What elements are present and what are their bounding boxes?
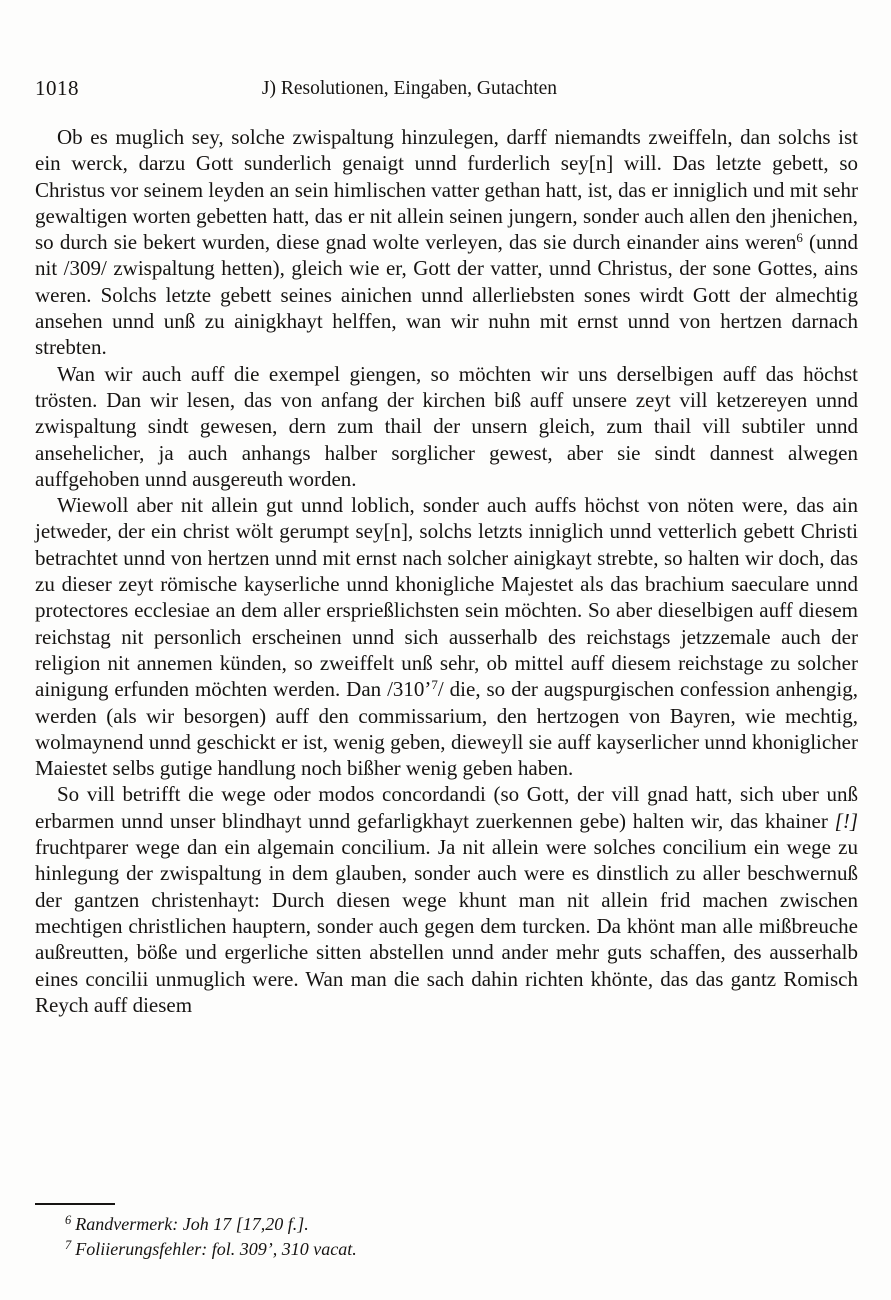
page-header <box>35 76 858 106</box>
paragraph-text: Wan wir auch auff die exempel giengen, so möchten wir uns derselbigen auff das höchst trösten. Dan wir lesen, das von anfang der kirchen biß auff unsere zeyt vill ketzereyen unnd zwispaltung sindt gewesen, dern zum thail der unsern gleich, zum thail vill subtiler unnd ansehelicher, ja auch anhangs halber sorglicher gewest, aber sie sindt dannest alwegen auffgehoben unnd ausgereuth worden. <box>35 361 858 491</box>
footnote-7-marker: 7 <box>65 1237 72 1252</box>
editorial-sic-mark: [!] <box>834 808 858 833</box>
paragraph-3 <box>35 492 858 781</box>
footnote-7 <box>35 1237 858 1262</box>
paragraph-text: So vill betrifft die wege oder modos concordandi (so Gott, der vill gnad hatt, sich uber unß erbarmen unnd unser blindhayt unnd gefarligkhayt zuerkennen gebe) halten wir, das khainer <box>35 782 858 833</box>
body-text <box>35 124 858 1018</box>
footnote-ref-6: 6 <box>796 230 803 246</box>
footnote-ref-7: 7 <box>431 677 438 693</box>
paragraph-text: (unnd nit /309/ zwispaltung hetten), gleich wie er, Gott der vatter, unnd Christus, der sone Gottes, ains weren. Solchs letzte gebett seines ainichen unnd allerliebsten sones wirdt Gott der almechtig ansehen unnd unß zu ainigkhayt helffen, wan wir nuhn mit ernst unnd von hertzen darnach strebten. <box>35 230 859 360</box>
footnote-separator <box>35 1203 115 1205</box>
footnote-block <box>35 1203 858 1261</box>
paragraph-text: Ob es muglich sey, solche zwispaltung hinzulegen, darff niemandts zweiffeln, dan solchs ist ein werck, darzu Gott sunderlich genaigt unnd furderlich sey[n] will. Das letzte gebett, so Christus vor seinem leyden an sein himlischen vatter gethan hatt, ist, das er inniglich und mit sehr gewaltigen worten gebetten hatt, das er nit allein seinen jungern, sonder auch allen den jhenichen, so durch sie bekert wurden, diese gnad wolte verleyen, das sie durch einander ains weren <box>35 125 858 255</box>
text-block <box>35 76 858 1018</box>
footnote-6-marker: 6 <box>65 1213 72 1227</box>
paragraph-text: / die, so der augspurgischen confession anhengig, werden (als wir besorgen) auff den commissarium, den hertzogen von Bayren, wie mechtig, wolmaynend unnd geschickt er ist, wenig geben, dieweyll sie auff kayserlicher unnd khoniglicher Maiestet selbs gutige handlung noch bißher wenig geben haben. <box>35 677 858 781</box>
page-number: 1018 <box>35 76 79 100</box>
footnote-6-text: Randvermerk: Joh 17 [17,20 f.]. <box>75 1214 309 1234</box>
footnote-7-text: Foliierungsfehler: fol. 309’, 310 vacat. <box>75 1238 357 1259</box>
paragraph-4 <box>35 781 858 1018</box>
paragraph-1 <box>35 124 858 361</box>
paragraph-2 <box>35 361 858 492</box>
footnote-6 <box>35 1212 858 1237</box>
running-head: J) Resolutionen, Eingaben, Gutachten <box>261 78 558 99</box>
paragraph-text: fruchtparer wege dan ein algemain concilium. Ja nit allein were solches concilium ein wege zu hinlegung der zwispaltung in dem glauben, sonder auch were es dinstlich zu aller beschwernuß der gantzen christenhayt: Durch diesen wege khunt man nit allein frid machen zwischen mechtigen christlichen hauptern, sonder auch gegen dem turcken. Da khönt man alle mißbreuche außreutten, böße und ergerliche sitten abstellen unnd ander mehr guts schaffen, des ausserhalb eines concilii unmuglich were. Wan man die sach dahin richten khönte, das das gantz Romisch Reych auff diesem <box>35 835 858 1017</box>
paragraph-text: Wiewoll aber nit allein gut unnd loblich, sonder auch auffs höchst von nöten were, das ain jetweder, der ein christ wölt gerumpt sey[n], solchs letzts inniglich unnd vetterlich gebett Christi betrachtet unnd von hertzen unnd mit ernst nach solcher ainigkayt strebte, so halten wir doch, das zu dieser zeyt römische kayserliche unnd khonigliche Majestet als das brachium saeculare unnd protectores ecclesiae an dem aller ersprießlichsten sein möchten. So aber dieselbigen auff diesem reichstag nit personlich erscheinen unnd sich ausserhalb des reichstags jetzzemale auch der religion nit annemen künden, so zweiffelt unß sehr, ob mittel auff diesem reichstage zu solcher ainigung erfunden möchten werden. Dan /310’ <box>35 493 858 702</box>
